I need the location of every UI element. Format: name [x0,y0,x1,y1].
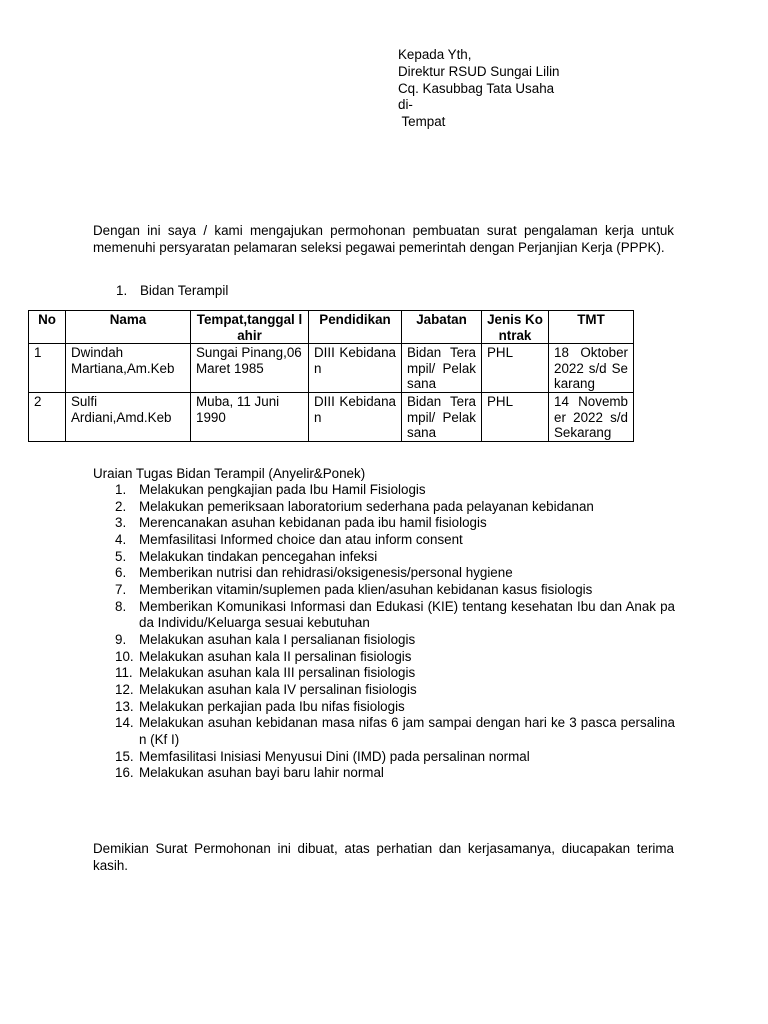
item-text: Memberikan Komunikasi Informasi dan Edukasi (KIE) tentang kesehatan Ibu dan Anak pada Individu/Keluarga sesuai kebutuhan [139,598,675,631]
cell-jabatan: Bidan Terampil/ Pelaksana [402,392,482,441]
item-number: 15. [115,748,134,764]
section-number: 1. [116,283,128,298]
item-number: 12. [115,681,134,697]
item-number: 13. [115,698,134,714]
table-row [29,392,634,441]
header-nama: Nama [66,311,191,344]
item-text: Melakukan tindakan pencegahan infeksi [139,548,378,564]
header-no: No [29,311,66,344]
list-item [93,532,675,549]
item-number: 7. [115,581,127,597]
list-item [93,682,675,699]
recipient-line-greeting: Kepada Yth, [398,47,472,62]
list-item [93,565,675,582]
recipient-line-cq: Cq. Kasubbag Tata Usaha [398,80,555,96]
cell-jenis-kontrak: PHL [482,392,549,441]
recipient-line-di: di- [398,97,413,113]
cell-pendidikan: DIII Kebidanan [309,392,402,441]
item-text: Melakukan asuhan kebidanan masa nifas 6 jam sampai dengan hari ke 3 pasca persalinan (Kf I) [139,715,675,747]
header-jenis-kontrak: Jenis Kontrak [482,311,549,344]
cell-nama: Dwindah Martiana,Am.Keb [66,344,191,393]
list-item [93,715,675,748]
list-item [93,499,675,516]
item-text: Melakukan asuhan kala IV persalinan fisiologis [139,681,417,697]
cell-jabatan: Bidan Terampil/ Pelaksana [402,344,482,393]
list-item [93,549,675,566]
recipient-address [398,47,698,131]
item-number: 5. [115,548,127,564]
list-item [93,699,675,716]
list-item [93,649,675,666]
list-item [93,482,675,499]
closing-paragraph: Demikian Surat Permohonan ini dibuat, atas perhatian dan kerjasamanya, diucapakan terima kasih. [93,841,674,873]
table-row [29,344,634,393]
item-number: 8. [115,598,127,614]
recipient-line-director: Direktur RSUD Sungai Lilin [398,63,560,79]
cell-no: 2 [29,392,66,441]
item-text: Memfasilitasi Informed choice dan atau inform consent [139,531,463,547]
list-item [93,749,675,766]
cell-jenis-kontrak: PHL [482,344,549,393]
item-text: Melakukan asuhan kala III persalinan fisiologis [139,665,416,681]
item-text: Melakukan perkajian pada Ibu nifas fisiologis [139,698,405,714]
cell-tmt: 18 Oktober 2022 s/d Sekarang [549,344,634,393]
item-number: 3. [115,515,127,531]
intro-paragraph: Dengan ini saya / kami mengajukan permohonan pembuatan surat pengalaman kerja untuk memenuhi persyaratan pelamaran seleksi pegawai pemerintah dengan Perjanjian Kerja (PPPK). [93,223,674,255]
header-jabatan: Jabatan [402,311,482,344]
cell-ttl: Muba, 11 Juni 1990 [191,392,309,441]
item-text: Melakukan pengkajian pada Ibu Hamil Fisiologis [139,482,426,497]
header-pendidikan: Pendidikan [309,311,402,344]
cell-ttl: Sungai Pinang,06 Maret 1985 [191,344,309,393]
item-text: Melakukan asuhan kala I persalianan fisiologis [139,631,416,647]
item-number: 1. [115,482,127,497]
item-number: 6. [115,565,127,581]
list-item [93,765,675,782]
duties-title: Uraian Tugas Bidan Terampil (Anyelir&Ponek) [93,466,366,481]
item-number: 11. [115,665,133,681]
item-number: 4. [115,531,127,547]
list-item [93,632,675,649]
header-ttl: Tempat,tanggal lahir [191,311,309,344]
header-tmt: TMT [549,311,634,344]
item-text: Melakukan asuhan kala II persalinan fisiologis [139,648,412,664]
item-text: Merencanakan asuhan kebidanan pada ibu hamil fisiologis [139,515,487,531]
item-number: 10. [115,648,134,664]
item-text: Melakukan pemeriksaan laboratorium sederhana pada pelayanan kebidanan [139,498,594,514]
cell-nama: Sulfi Ardiani,Amd.Keb [66,392,191,441]
item-text: Melakukan asuhan bayi baru lahir normal [139,765,384,781]
list-item [93,599,675,632]
table-header-row [29,311,634,344]
list-item [93,515,675,532]
duties-list [93,482,675,782]
staff-table [28,310,634,442]
recipient-line-place: Tempat [398,114,446,130]
item-number: 16. [115,765,134,781]
cell-pendidikan: DIII Kebidanan [309,344,402,393]
item-text: Memfasilitasi Inisiasi Menyusui Dini (IMD) pada persalinan normal [139,748,530,764]
section-label: Bidan Terampil [140,283,229,298]
item-number: 14. [115,715,134,731]
section-heading [116,283,228,300]
item-number: 2. [115,498,127,514]
item-number: 9. [115,631,127,647]
item-text: Memberikan nutrisi dan rehidrasi/oksigenesis/personal hygiene [139,565,513,581]
list-item [93,665,675,682]
list-item [93,582,675,599]
item-text: Memberikan vitamin/suplemen pada klien/asuhan kebidanan kasus fisiologis [139,581,593,597]
cell-tmt: 14 November 2022 s/d Sekarang [549,392,634,441]
cell-no: 1 [29,344,66,393]
